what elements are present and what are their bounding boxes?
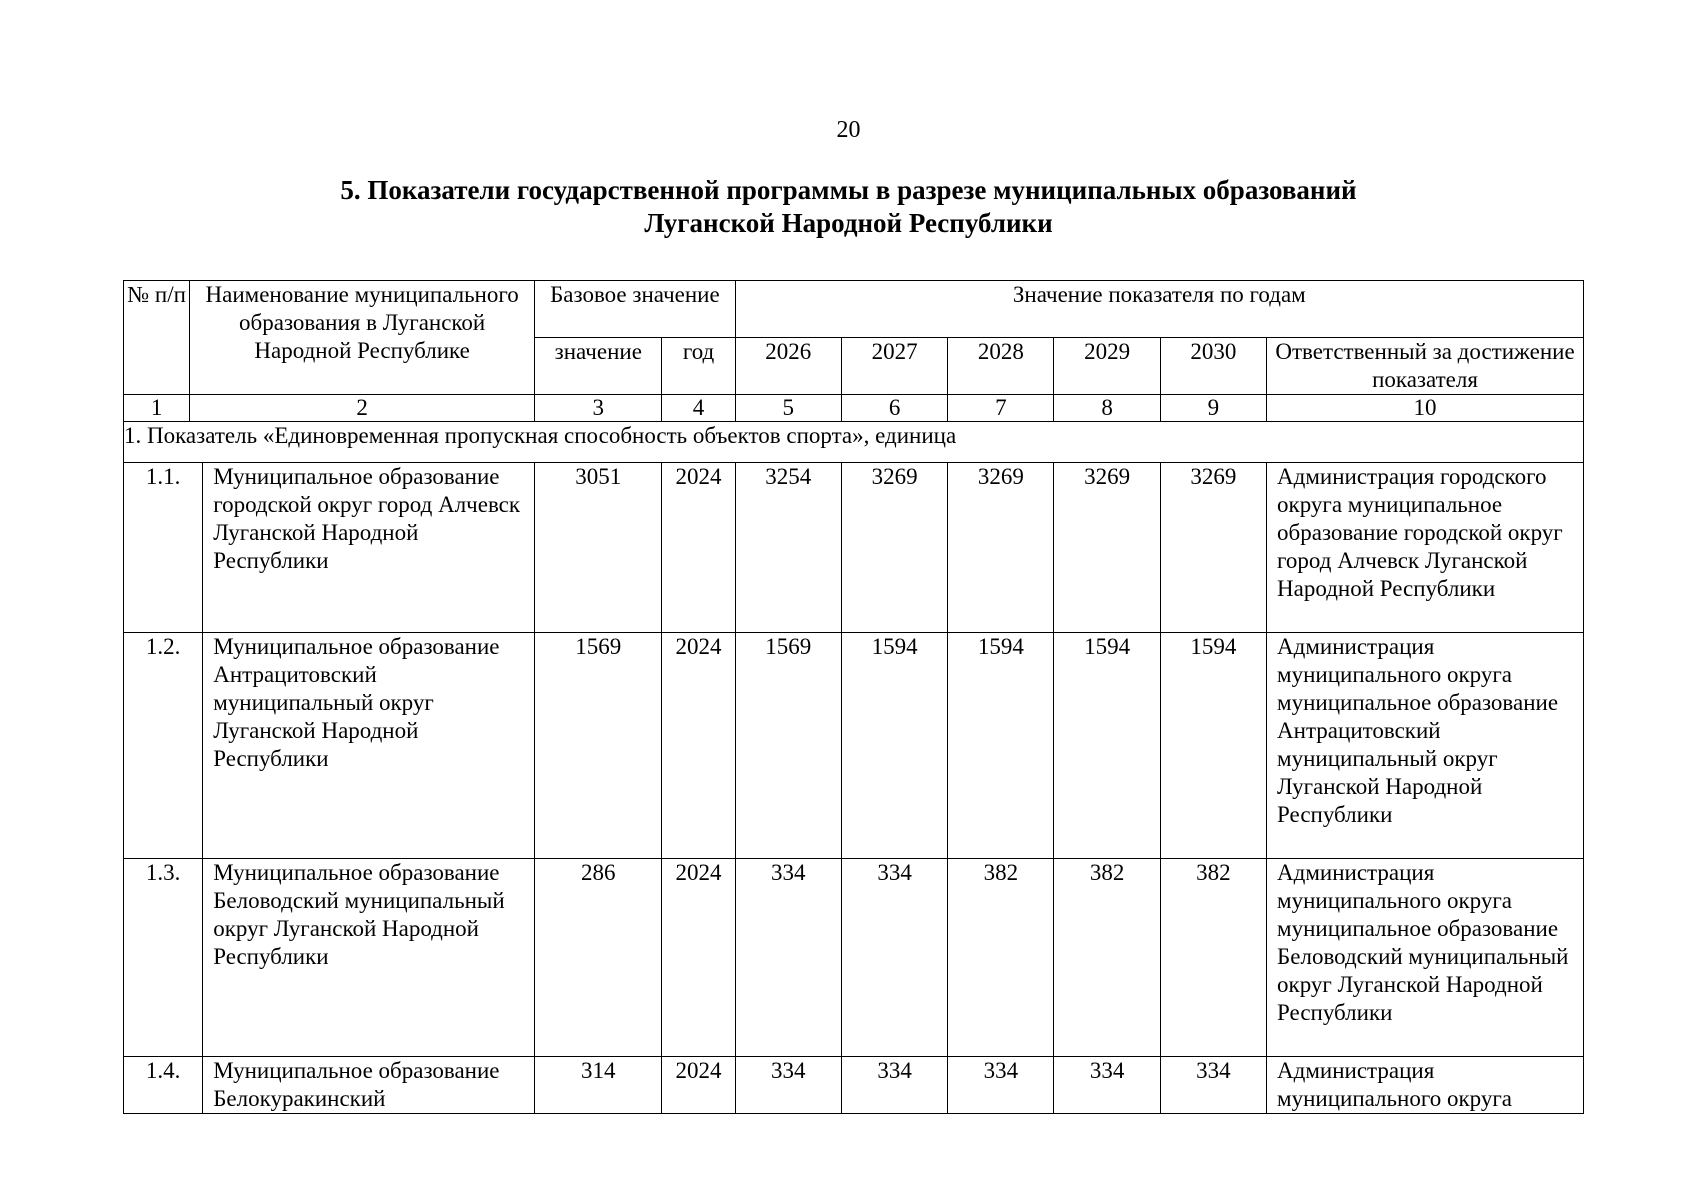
header-year-2027: 2027: [841, 338, 947, 395]
column-number: 8: [1054, 395, 1160, 422]
column-number: 4: [662, 395, 735, 422]
row-value-2027: 334: [841, 859, 947, 1057]
row-value-2030: 334: [1160, 1057, 1266, 1114]
row-base-value: 1569: [535, 633, 662, 859]
row-responsible: Администрация муниципального округа: [1267, 1057, 1584, 1114]
row-num: 1.4.: [124, 1057, 203, 1114]
row-value-2028: 1594: [948, 633, 1054, 859]
row-value-2026: 3254: [735, 463, 841, 633]
row-name: Муниципальное образование городской округ город Алчевск Луганской Народной Республики: [203, 463, 535, 633]
row-value-2027: 1594: [841, 633, 947, 859]
column-number-row: [124, 395, 1584, 422]
section-row: [124, 422, 1584, 463]
row-value-2028: 334: [948, 1057, 1054, 1114]
row-value-2030: 382: [1160, 859, 1266, 1057]
row-value-2026: 334: [735, 1057, 841, 1114]
column-number: 5: [735, 395, 841, 422]
row-base-value: 314: [535, 1057, 662, 1114]
row-value-2027: 334: [841, 1057, 947, 1114]
row-value-2029: 3269: [1054, 463, 1160, 633]
row-name: Муниципальное образование Беловодский муниципальный округ Луганской Народной Республики: [203, 859, 535, 1057]
row-name: Муниципальное образование Белокуракинский: [203, 1057, 535, 1114]
column-number: 9: [1160, 395, 1266, 422]
header-year-2028: 2028: [948, 338, 1054, 395]
indicators-table: [123, 280, 1584, 1114]
column-number: 10: [1267, 395, 1584, 422]
row-value-2026: 1569: [735, 633, 841, 859]
header-name: Наименование муниципального образования в Луганской Народной Республике: [190, 281, 535, 395]
header-base-value: значение: [535, 338, 662, 395]
row-base-value: 286: [535, 859, 662, 1057]
row-value-2028: 382: [948, 859, 1054, 1057]
row-base-value: 3051: [535, 463, 662, 633]
row-base-year: 2024: [662, 633, 735, 859]
row-num: 1.1.: [124, 463, 203, 633]
row-responsible: Администрация муниципального округа муниципальное образование Антрацитовский муниципальный округ Луганской Народной Республики: [1267, 633, 1584, 859]
column-number: 3: [535, 395, 662, 422]
table-header-row-1: [124, 281, 1584, 338]
page-title: [0, 174, 1697, 240]
header-num: № п/п: [124, 281, 190, 395]
row-value-2026: 334: [735, 859, 841, 1057]
row-value-2029: 1594: [1054, 633, 1160, 859]
table-row: [124, 1057, 1584, 1114]
header-year-2029: 2029: [1054, 338, 1160, 395]
row-base-year: 2024: [662, 463, 735, 633]
header-base-year: год: [662, 338, 735, 395]
row-num: 1.3.: [124, 859, 203, 1057]
row-name: Муниципальное образование Антрацитовский муниципальный округ Луганской Народной Республики: [203, 633, 535, 859]
row-num: 1.2.: [124, 633, 203, 859]
row-value-2029: 382: [1054, 859, 1160, 1057]
table-row: [124, 463, 1584, 633]
header-base: Базовое значение: [535, 281, 736, 338]
page-title-line-2: Луганской Народной Республики: [644, 208, 1053, 238]
section-title: 1. Показатель «Единовременная пропускная способность объектов спорта», единица: [124, 422, 1584, 463]
row-responsible: Администрация городского округа муниципальное образование городской округ город Алчевск Луганской Народной Республики: [1267, 463, 1584, 633]
header-by-years: Значение показателя по годам: [735, 281, 1583, 338]
row-value-2029: 334: [1054, 1057, 1160, 1114]
header-responsible: Ответственный за достижение показателя: [1267, 338, 1584, 395]
row-base-year: 2024: [662, 859, 735, 1057]
row-value-2028: 3269: [948, 463, 1054, 633]
row-value-2030: 1594: [1160, 633, 1266, 859]
table-row: [124, 633, 1584, 859]
row-value-2030: 3269: [1160, 463, 1266, 633]
header-year-2026: 2026: [735, 338, 841, 395]
page-number: 20: [836, 117, 861, 143]
header-year-2030: 2030: [1160, 338, 1266, 395]
column-number: 2: [190, 395, 535, 422]
row-base-year: 2024: [662, 1057, 735, 1114]
column-number: 7: [948, 395, 1054, 422]
column-number: 1: [124, 395, 190, 422]
page-title-line-1: 5. Показатели государственной программы в разрезе муниципальных образований: [340, 175, 1357, 205]
table-row: [124, 859, 1584, 1057]
row-value-2027: 3269: [841, 463, 947, 633]
column-number: 6: [841, 395, 947, 422]
row-responsible: Администрация муниципального округа муниципальное образование Беловодский муниципальный округ Луганской Народной Республики: [1267, 859, 1584, 1057]
